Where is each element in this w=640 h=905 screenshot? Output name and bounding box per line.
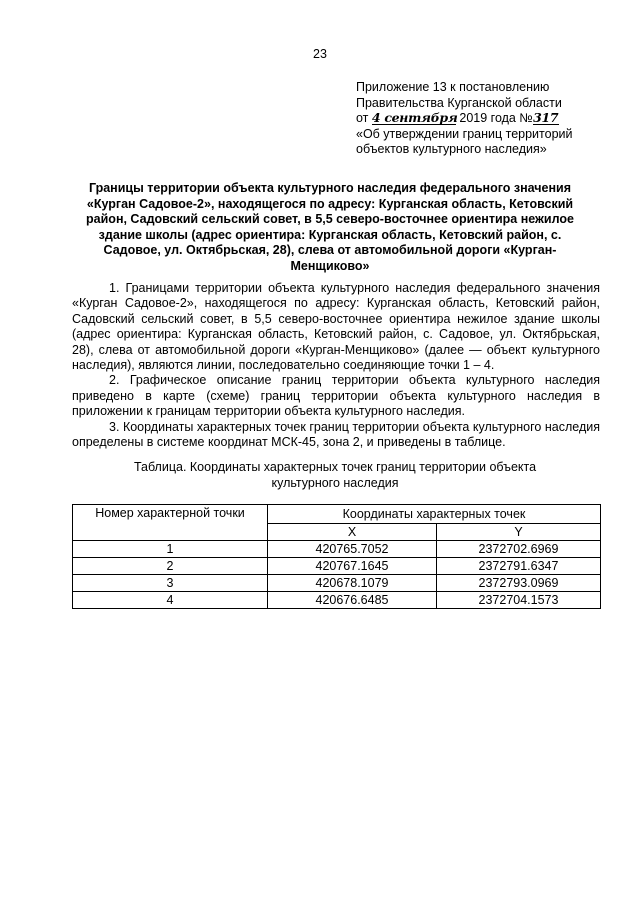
coord-y: 2372704.1573 [437, 592, 601, 609]
table-caption: Таблица. Координаты характерных точек границ территории объекта культурного наследия [133, 460, 537, 490]
table-row [73, 541, 601, 558]
appendix-header [356, 80, 616, 158]
coord-x: 420678.1079 [268, 575, 437, 592]
coord-y: 2372793.0969 [437, 575, 601, 592]
table-row [73, 558, 601, 575]
body-text [72, 281, 600, 450]
header-x: X [268, 524, 437, 541]
coord-y: 2372791.6347 [437, 558, 601, 575]
coord-x: 420765.7052 [268, 541, 437, 558]
document-title: Границы территории объекта культурного наследия федерального значения «Курган Садовое-2», находящегося по адресу: Курганская область, Кетовский район, Садовский сельский совет, в 5,5 северо-восточнее ориентира нежилое здание школы (адрес ориентира: Курганская область, Кетовский район, с. Садовое, ул. Октябрьская, 28), слева от автомобильной дороги «Курган-Менщиково» [86, 181, 574, 273]
point-number: 1 [73, 541, 268, 558]
coord-x: 420676.6485 [268, 592, 437, 609]
page-number: 23 [313, 47, 327, 61]
appendix-from-word: от [356, 111, 369, 125]
appendix-line-2: Правительства Курганской области [356, 95, 562, 110]
handwritten-date: 4 сентября [371, 110, 458, 125]
point-number: 2 [73, 558, 268, 575]
point-number: 4 [73, 592, 268, 609]
coord-x: 420767.1645 [268, 558, 437, 575]
table-row [73, 575, 601, 592]
table-row [73, 592, 601, 609]
coordinates-table [72, 504, 601, 609]
appendix-line-4: «Об утверждении границ территорий [356, 126, 573, 141]
paragraph-2: 2. Графическое описание границ территории объекта культурного наследия приведено в карте (схеме) границ территории объекта культурного наследия в приложении к границам территории объекта культурного наследия. [72, 373, 600, 419]
appendix-year-text: 2019 года № [459, 111, 533, 125]
header-point-number: Номер характерной точки [73, 505, 268, 541]
header-coordinates: Координаты характерных точек [268, 505, 601, 524]
point-number: 3 [73, 575, 268, 592]
appendix-date-line [356, 111, 616, 127]
paragraph-1: 1. Границами территории объекта культурного наследия федерального значения «Курган Садовое-2», находящегося по адресу: Курганская область, Кетовский район, Садовский сельский совет, в 5,5 северо-восточнее ориентира нежилое здание школы (адрес ориентира: Курганская область, Кетовский район, с. Садовое, ул. Октябрьская, 28), слева от автомобильной дороги «Курган-Менщиково» (далее — объект культурного наследия), являются линии, последовательно соединяющие точки 1 – 4. [72, 281, 600, 373]
header-y: Y [437, 524, 601, 541]
coord-y: 2372702.6969 [437, 541, 601, 558]
paragraph-3: 3. Координаты характерных точек границ территории объекта культурного наследия определены в системе координат МСК-45, зона 2, и приведены в таблице. [72, 419, 600, 450]
appendix-line-1: Приложение 13 к постановлению [356, 80, 550, 94]
appendix-line-5: объектов культурного наследия» [356, 142, 547, 156]
handwritten-number: 317 [533, 110, 559, 125]
